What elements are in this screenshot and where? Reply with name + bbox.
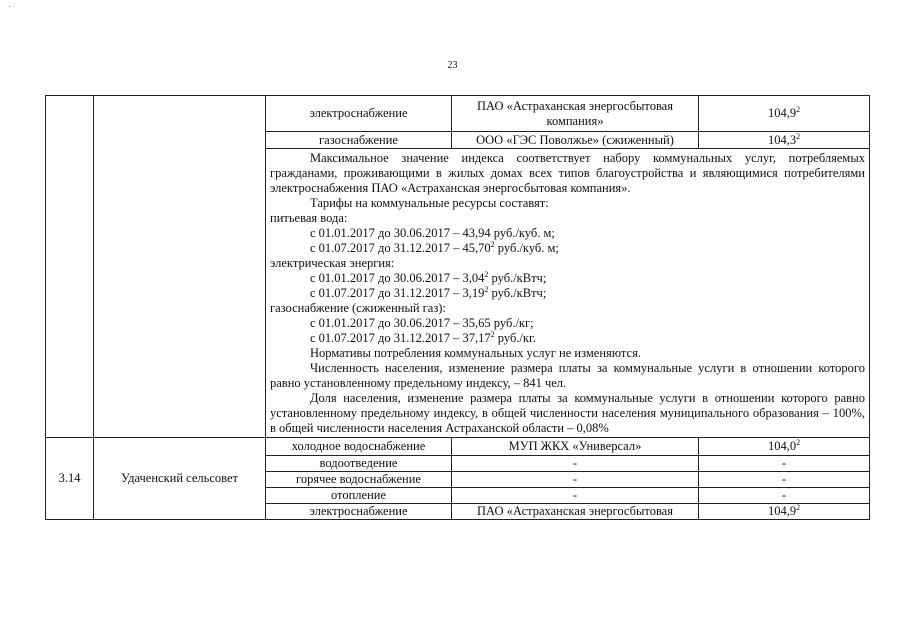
- service-cell: электроснабжение: [266, 504, 452, 520]
- paragraph: Нормативы потребления коммунальных услуг не изменяются.: [310, 346, 641, 360]
- index-cell: -: [699, 488, 870, 504]
- line: с 01.01.2017 до 30.06.2017 – 43,94 руб./куб. м;: [310, 226, 555, 240]
- service-cell: горячее водоснабжение: [266, 472, 452, 488]
- scan-mark: ·: [8, 2, 12, 13]
- table-row: [46, 96, 870, 132]
- service-cell: отопление: [266, 488, 452, 504]
- line: с 01.07.2017 до 31.12.2017 – 3,19$^2$ руб./кВтч;: [310, 284, 547, 300]
- provider-cell: -: [452, 472, 699, 488]
- line: питьевая вода:: [270, 211, 348, 225]
- table-row: [46, 438, 870, 456]
- index-cell: -: [699, 472, 870, 488]
- provider-cell: ПАО «Астраханская энергосбытовая компания»: [452, 96, 699, 132]
- provider-cell: -: [452, 456, 699, 472]
- index-cell: 104,0$^2$: [699, 438, 870, 456]
- line: газоснабжение (сжиженный газ):: [270, 301, 446, 315]
- line: с 01.07.2017 до 31.12.2017 – 45,70$^2$ руб./куб. м;: [310, 239, 559, 255]
- index-cell: -: [699, 456, 870, 472]
- provider-cell: МУП ЖКХ «Универсал»: [452, 438, 699, 456]
- number-cell: [46, 96, 94, 438]
- section-name: Удаченский сельсовет: [94, 438, 266, 520]
- line: с 01.01.2017 до 30.06.2017 – 35,65 руб./кг;: [310, 316, 534, 330]
- service-cell: электроснабжение: [266, 96, 452, 132]
- paragraph: Численность населения, изменение размера платы за коммунальные услуги в отношении которого равно установленному предельному индексу, – 841 чел.: [270, 361, 865, 390]
- service-cell: газоснабжение: [266, 132, 452, 149]
- line: с 01.07.2017 до 31.12.2017 – 37,17$^2$ руб./кг.: [310, 329, 536, 345]
- service-cell: холодное водоснабжение: [266, 438, 452, 456]
- index-cell: 104,9$^2$: [699, 504, 870, 520]
- index-cell: 104,9$^2$: [699, 96, 870, 132]
- tariff-table: [45, 95, 870, 520]
- provider-cell: ПАО «Астраханская энергосбытовая: [452, 504, 699, 520]
- service-cell: водоотведение: [266, 456, 452, 472]
- page-number: 23: [447, 60, 458, 71]
- provider-cell: -: [452, 488, 699, 504]
- provider-cell: ООО «ГЭС Поволжье» (сжиженный): [452, 132, 699, 149]
- index-cell: 104,3$^2$: [699, 132, 870, 149]
- line: электрическая энергия:: [270, 256, 395, 270]
- description-cell: [266, 149, 870, 438]
- line: с 01.01.2017 до 30.06.2017 – 3,04$^2$ руб./кВтч;: [310, 269, 547, 285]
- settlement-cell: [94, 96, 266, 438]
- section-number: 3.14: [46, 438, 94, 520]
- paragraph: Максимальное значение индекса соответствует набору коммунальных услуг, потребляемых гражданами, проживающими в жилых домах всех типов благоустройства и являющимися потребителями электроснабжения ПАО «Астраханская энергосбытовая компания».: [270, 151, 865, 195]
- paragraph: Доля населения, изменение размера платы за коммунальные услуги в отношении которого равно установленному предельному индексу, в общей численности населения муниципального образования – 100%, в общей численности населения Астраханской области – 0,08%: [270, 391, 865, 435]
- paragraph: Тарифы на коммунальные ресурсы составят:: [310, 196, 549, 210]
